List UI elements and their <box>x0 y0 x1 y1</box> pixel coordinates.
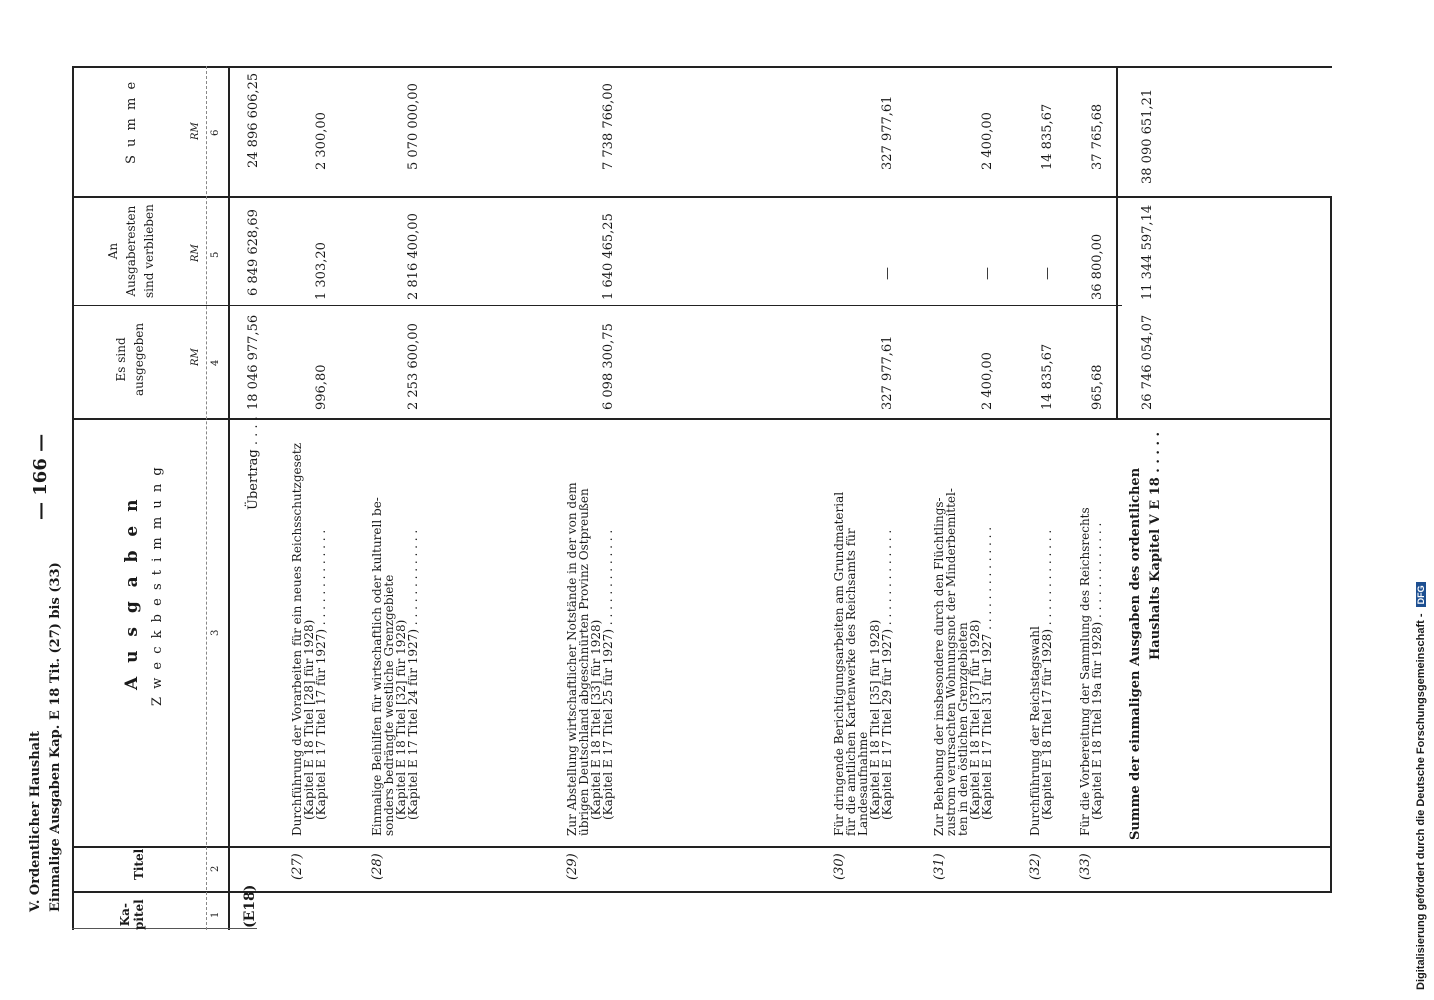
col-titel-header: Titel <box>132 848 146 880</box>
row-titel: (29) <box>565 853 580 880</box>
col-kapitel-header: Ka- pitel <box>118 899 146 930</box>
row-text-line: Für die Vorbereitung der Sammlung des Reichsrechts <box>1078 507 1092 836</box>
row-value-c5: 36 800,00 <box>1090 233 1105 300</box>
row-value-c5: 1 640 465,25 <box>601 213 616 300</box>
row-text-line: (Kapitel E 17 Titel 31 für 1927 . . . . . . . . . . . . . . <box>980 526 994 820</box>
row-titel: (31) <box>932 853 947 880</box>
row-value-c4: 996,80 <box>314 364 329 410</box>
row-text-line: Durchführung der Vorarbeiten für ein neues Reichsschutzgesetz <box>290 442 304 836</box>
uebertrag-label: Übertrag . . . . <box>246 416 261 510</box>
row-value-c5: — <box>1040 267 1055 280</box>
row-value-c6: 2 400,00 <box>980 112 995 170</box>
row-value-c4: 6 098 300,75 <box>601 323 616 410</box>
col4-header: Es sind ausgegeben <box>114 322 146 396</box>
row-value-c5: — <box>980 267 995 280</box>
col-ausgaben-number: 3 <box>210 629 221 636</box>
table-right-border <box>1330 196 1332 892</box>
row-text-line: sonders bedrängte westliche Grenzgebiete <box>382 574 396 836</box>
header-line1: V. Ordentlicher Haushalt <box>28 730 43 912</box>
summe-c4: 26 746 054,07 <box>1140 314 1155 410</box>
col5-header: An Ausgaberesten sind verblieben <box>106 204 156 298</box>
col-ausgaben-subtitle: Z w e c k b e s t i m m u n g <box>150 465 165 706</box>
summe-label-line2: Haushalts Kapitel V E 18 . . . . . <box>1148 431 1163 660</box>
uebertrag-c5: 6 849 628,69 <box>246 209 261 296</box>
row-value-c5: 2 816 400,00 <box>406 213 421 300</box>
row-value-c4: 14 835,67 <box>1040 343 1055 410</box>
summe-label-line1: Summe der einmaligen Ausgaben des ordentlichen <box>1128 467 1143 840</box>
table-bottom-border <box>72 66 1332 68</box>
row-text-line: Einmalige Beihilfen für wirtschaftlich oder kulturell be- <box>370 497 384 836</box>
row-value-c6: 7 738 766,00 <box>601 83 616 170</box>
col5-number: 5 <box>210 251 221 258</box>
row-value-c6: 327 977,61 <box>880 95 895 170</box>
row-text-line: zustrom verursachten Wohnungsnot der Minderbemittel- <box>944 488 958 836</box>
row-text-line: (Kapitel E 18 Titel 17 für 1928) . . . . . . . . . . . . . <box>1040 529 1054 820</box>
row-value-c5: — <box>880 267 895 280</box>
col3-col4-divider <box>72 418 1332 420</box>
row-titel: (30) <box>832 853 847 880</box>
unit-guide <box>206 66 207 930</box>
row-text-line: (Kapitel E 18 Titel [33] für 1928) <box>589 619 603 820</box>
row-text-line: Zur Abstellung wirtschaftlicher Notstände in der von dem <box>565 482 579 836</box>
uebertrag-c6: 24 896 606,25 <box>246 72 261 168</box>
header-line2: Einmalige Ausgaben Kap. E 18 Tit. (27) bis (33) <box>48 562 63 912</box>
col-titel-number: 2 <box>210 865 221 872</box>
row-value-c6: 5 070 000,00 <box>406 83 421 170</box>
table-top-border <box>72 891 1332 893</box>
kapitel-label: (E18) <box>242 884 258 928</box>
summe-c5: 11 344 597,14 <box>1140 204 1155 300</box>
dfg-logo: DFG <box>1416 582 1426 607</box>
col4-col5-divider <box>72 305 1122 306</box>
row-text-line: (Kapitel E 18 Titel 19a für 1928) . . . . . . . . . . . . . <box>1090 522 1104 820</box>
row-value-c4: 2 400,00 <box>980 352 995 410</box>
col5-unit: RM <box>190 244 201 262</box>
col6-header: S u m m e <box>124 79 139 164</box>
row-value-c4: 2 253 600,00 <box>406 323 421 410</box>
summe-c6: 38 090 651,21 <box>1140 88 1155 184</box>
row-value-c5: 1 303,20 <box>314 242 329 300</box>
uebertrag-c4: 18 046 977,56 <box>246 314 261 410</box>
row-value-c6: 14 835,67 <box>1040 103 1055 170</box>
row-value-c4: 965,68 <box>1090 364 1105 410</box>
row-text-line: Durchführung der Reichstagswahl <box>1028 626 1042 836</box>
row-text-line: (Kapitel E 18 Titel [37] für 1928) <box>968 619 982 820</box>
col4-unit: RM <box>190 348 201 366</box>
sum-separator <box>1116 66 1118 418</box>
col6-unit: RM <box>190 122 201 140</box>
row-titel: (27) <box>290 853 305 880</box>
row-text-line: (Kapitel E 18 Titel [28] für 1928) <box>302 619 316 820</box>
row-value-c6: 2 300,00 <box>314 112 329 170</box>
row-titel: (33) <box>1078 853 1093 880</box>
col-kapitel-number: 1 <box>210 911 221 918</box>
row-text-line: für die amtlichen Kartenwerke des Reichsamts für <box>844 528 858 836</box>
col5-col6-divider <box>72 196 1332 198</box>
col2-col3-divider <box>72 846 1332 848</box>
row-text-line: übrigen Deutschland abgeschnürten Provinz Ostpreußen <box>577 488 591 836</box>
row-titel: (28) <box>370 853 385 880</box>
row-text-line: Landesaufnahme <box>856 731 870 836</box>
digitization-credit-text: Digitalisierung gefördert durch die Deutsche Forschungsgemeinschaft - <box>1415 613 1427 990</box>
col-ausgaben-title: A u s g a b e n <box>122 495 142 690</box>
row-text-line: (Kapitel E 18 Titel [35] für 1928) <box>868 619 882 820</box>
page-number: — 166 — <box>30 433 51 520</box>
row-text-line: (Kapitel E 17 Titel 29 für 1927) . . . . . . . . . . . . . <box>880 529 894 820</box>
row-text-line: (Kapitel E 17 Titel 17 für 1927) . . . . . . . . . . . . . <box>314 529 328 820</box>
row-text-line: Für dringende Berichtigungsarbeiten am Grundmaterial <box>832 491 846 836</box>
col6-number: 6 <box>210 129 221 136</box>
row-text-line: (Kapitel E 17 Titel 24 für 1927) . . . . . . . . . . . . . <box>406 529 420 820</box>
row-text-line: Zur Behebung der insbesondere durch den Flüchtlings- <box>932 497 946 836</box>
row-value-c6: 37 765,68 <box>1090 103 1105 170</box>
row-titel: (32) <box>1028 853 1043 880</box>
row-text-line: (Kapitel E 17 Titel 25 für 1927) . . . . . . . . . . . . . <box>601 529 615 820</box>
row-value-c4: 327 977,61 <box>880 335 895 410</box>
col1-col2-divider <box>72 928 257 929</box>
row-text-line: (Kapitel E 18 Titel [32] für 1928) <box>394 619 408 820</box>
col4-number: 4 <box>210 359 221 366</box>
row-text-line: ten in den östlichen Grenzgebieten <box>956 622 970 836</box>
digitization-credit <box>1415 582 1427 990</box>
